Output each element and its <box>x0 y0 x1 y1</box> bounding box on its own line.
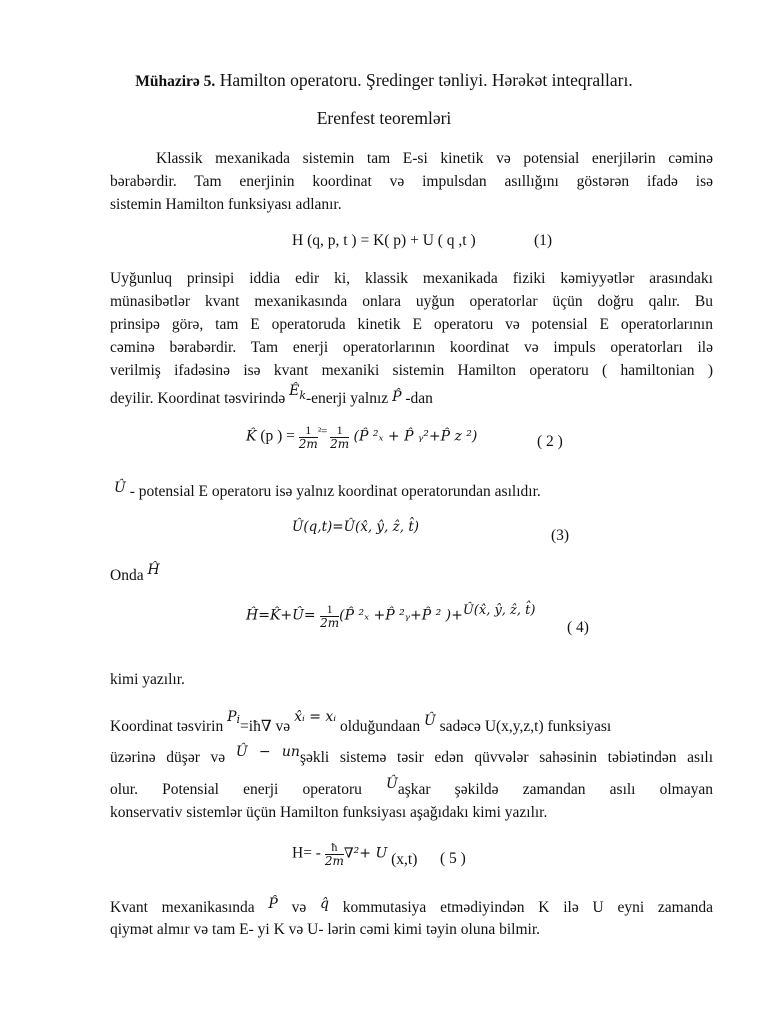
coordinate-operator: x̂ᵢ = xᵢ <box>294 709 337 725</box>
squared-equals: ²= <box>317 425 331 438</box>
equation-5-number: ( 5 ) <box>440 850 466 867</box>
momentum-components-sum: (P̂ ²ₓ + P̂ ᵧ²+P̂ z ²) <box>349 428 478 445</box>
fraction-one-over-2m <box>299 424 318 450</box>
paragraph-2-line-4: cəminə bərabərdir. Tam enerji operatorlarının koordinat və impuls operatorları ilə <box>110 339 713 356</box>
equation-2 <box>246 424 477 450</box>
potential-form-expression: Û − un <box>235 744 300 760</box>
hamiltonian-symbol: Ĥ <box>147 562 160 578</box>
equation-1: H (q, p, t ) = K( p) + U ( q ,t ) <box>292 232 476 249</box>
paragraph-3-line-3 <box>110 776 713 798</box>
laplacian-plus-u: ∇²+ U <box>343 845 388 862</box>
fraction-denominator-2: 2m <box>330 436 350 451</box>
kimi-yazilir: kimi yazılır. <box>110 671 185 688</box>
paragraph-4-line-1 <box>110 896 713 916</box>
equation-5-lhs: H= - <box>292 844 325 862</box>
paragraph-2-line-6 <box>110 383 433 407</box>
paragraph-1-line-3: sistemin Hamilton funksiyası adlanır. <box>110 196 342 213</box>
momentum-operator-inline: P̂ <box>268 896 278 912</box>
paragraph-2-line-3: prinsipə görə, tam E operatoruda kinetik E operatoru və potensial E operatorlarının <box>110 316 713 333</box>
paragraph-2-line-2: münasibətlər kvant mexanikasında onlara uyğun operatorlar üçün doğru qalır. Bu <box>110 293 713 310</box>
kinetic-subscript: k <box>299 389 306 402</box>
paragraph-4-line-2: qiymət almır və tam E- yi K və U- lərin cəmi kimi təyin oluna bilmir. <box>110 921 541 938</box>
paragraph-2-line-5: verilmiş ifadəsinə isə kvant mexaniki sistemin Hamilton operatoru ( hamiltonian ) <box>110 362 713 379</box>
equation-5 <box>292 841 417 867</box>
equation-4-numerator: 1 <box>320 603 339 617</box>
fraction-denominator: 2m <box>298 436 318 451</box>
equation-5-numerator: ħ <box>325 841 344 855</box>
equation-4-momentum-sum: (P̂ ²ₓ +P̂ ²ᵧ+P̂ ² )+ <box>339 607 463 624</box>
equation-5-fraction <box>325 841 344 867</box>
equation-1-number: (1) <box>534 232 553 249</box>
lecture-number: Mühazirə 5. <box>135 73 216 90</box>
lecture-title <box>0 72 768 90</box>
paragraph-3-text-d: sadəcə U(x,y,z,t) funksiyası <box>435 718 612 735</box>
paragraph-3-text-c: olduğundaan <box>336 718 424 735</box>
coordinate-q-operator: q̂ <box>320 896 330 912</box>
momentum-component-symbol: P <box>227 709 237 725</box>
lecture-subtitle: Erenfest teoremləri <box>316 108 452 128</box>
fraction-numerator: 1 <box>299 424 318 438</box>
paragraph-1-line-2: bərabərdir. Tam enerjinin koordinat və impulsdan asıllığını göstərən ifadə isə <box>110 173 713 190</box>
kinetic-energy-operator-symbol: Ê <box>289 383 300 399</box>
equation-5-args: (x,t) <box>387 850 418 868</box>
fraction-one-over-2m-second <box>330 424 349 450</box>
paragraph-3-line-2-text-a: üzərinə düşər və <box>110 749 236 766</box>
paragraph-3-text-a: Koordinat təsvirin <box>110 718 228 735</box>
equation-4-lhs: Ĥ=K̂+Û= <box>246 607 321 624</box>
fraction-numerator-2: 1 <box>330 424 349 438</box>
equation-2-number: ( 2 ) <box>537 433 563 450</box>
kinetic-operator: K̂ <box>246 428 257 445</box>
potential-operator-inline: Û <box>423 713 436 729</box>
potential-operator-line <box>114 480 541 500</box>
paragraph-3-line-2-text-b: şəkli sistemə təsir edən qüvvələr sahəsinin təbiətindən asılı <box>299 749 714 766</box>
paragraph-3-text-b: =iħ∇ və <box>240 718 295 735</box>
onda-line <box>110 562 160 584</box>
equation-4-fraction <box>320 603 339 629</box>
equation-4-denominator: 2m <box>320 615 340 630</box>
momentum-subscript: i <box>236 713 241 726</box>
paragraph-3-line-3-text-b: aşkar şəkildə zamandan asılı olmayan <box>397 781 713 798</box>
paragraph-2-line-6-text-b: -enerji yalnız <box>305 390 393 407</box>
paragraph-4-text-c: kommutasiya etmədiyindən K ilə U eyni zamanda <box>329 899 713 916</box>
paragraph-3-line-3-text-a: olur. Potensial enerji operatoru <box>110 781 387 798</box>
paragraph-3-line-4: konservativ sistemlər üçün Hamilton funksiyası aşağıdakı kimi yazılır. <box>110 804 548 821</box>
equation-4-potential: Û(x̂, ŷ, ẑ, t̂) <box>462 602 536 618</box>
equation-4-number: ( 4) <box>567 619 589 636</box>
paragraph-1-line-1: Klassik mexanikada sistemin tam E-si kinetik və potensial enerjilərin cəminə <box>156 150 713 167</box>
potential-operator-inline-2: Û <box>386 776 398 792</box>
paragraph-2-line-6-text-c: -dan <box>401 390 433 407</box>
equation-3: Û(q,t)=Û(x̂, ŷ, ẑ, t̂) <box>292 519 420 535</box>
equation-3-number: (3) <box>551 527 570 544</box>
paragraph-3-line-1 <box>110 709 713 735</box>
equation-5-denominator: 2m <box>324 853 344 868</box>
momentum-operator-symbol: P̂ <box>392 389 402 405</box>
potential-operator-text: - potensial E operatoru isə yalnız koordinat operatorundan asılıdır. <box>125 483 541 500</box>
paragraph-2-line-1: Uyğunluq prinsipi iddia edir ki, klassik mexanikada fiziki kəmiyyətlər arasındakı <box>110 270 713 287</box>
paragraph-2-line-6-text-a: deyilir. Koordinat təsvirində <box>110 390 290 407</box>
paragraph-4-text-b: və <box>277 899 321 916</box>
equation-4 <box>246 603 535 629</box>
equation-2-lhs: (p ) = <box>256 427 299 445</box>
paragraph-3-line-2 <box>110 744 714 766</box>
paragraph-4-text-a: Kvant mexanikasında <box>110 899 269 916</box>
lecture-title-text: Hamilton operatoru. Şredinger tənliyi. Hərəkət inteqralları. <box>215 70 633 90</box>
potential-operator-symbol: Û <box>114 480 126 496</box>
onda-text: Onda <box>110 567 148 584</box>
